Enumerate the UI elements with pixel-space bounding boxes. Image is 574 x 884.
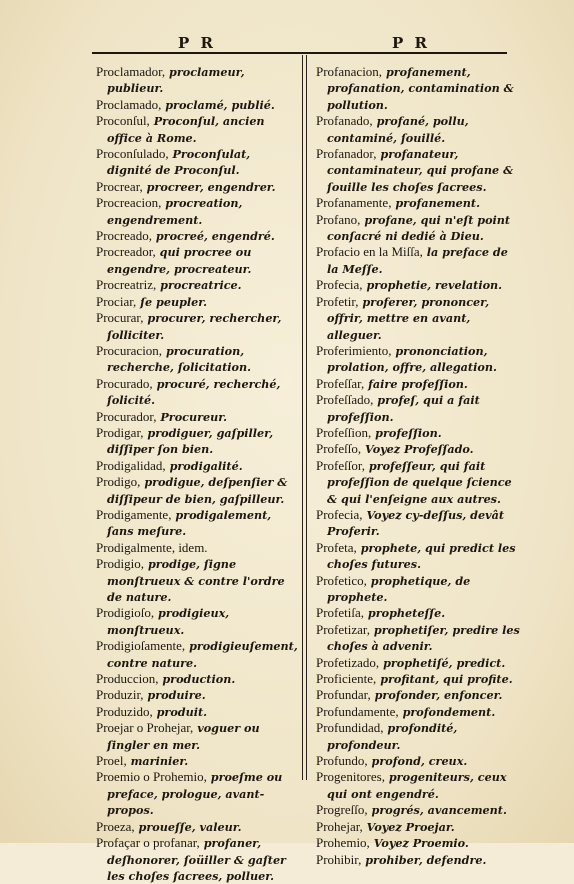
dictionary-entry [316,343,522,376]
entry-definition: qui procree ou engendre, procreateur. [107,245,252,276]
dictionary-entry [316,769,522,802]
entry-definition: proueſſe, valeur. [134,819,242,834]
entry-definition: voguer ou ſingler en mer. [107,721,260,752]
entry-definition: proeſme ou preface, prologue, avant-propos. [107,770,283,818]
entry-headword: Procreador, [96,244,156,260]
dictionary-entry [316,376,522,392]
entry-headword: Procreado, [96,228,152,244]
entry-definition: prononciation, prolation, offre, allegation. [327,343,497,375]
entry-headword: Profeſſor, [316,457,365,473]
dictionary-entry [96,769,298,818]
entry-headword: Progreſſo, [316,802,368,818]
dictionary-entry [96,835,298,884]
entry-definition: profané, pollu, contaminé, ſouillé. [327,114,469,145]
entry-definition: profitant, qui profite. [376,672,513,687]
entry-definition: progrés, avancement. [367,803,507,818]
entry-headword: Prohejar, [316,818,363,834]
entry-headword: Proclamador, [96,64,166,79]
entry-definition: prodigue, deſpenſier & diſſipeur de bien, gaſpilleur. [107,475,288,506]
entry-definition: Voyez Profeſſado. [361,442,474,457]
dictionary-entry [96,277,298,293]
entry-headword: Profacio en la Miſſa, [316,244,423,260]
dictionary-entry [316,835,522,851]
dictionary-entry [96,146,298,179]
dictionary-entry [316,655,522,671]
dictionary-entry [96,310,298,343]
entry-definition: profeſſion. [371,425,442,440]
entry-definition: propheteſſe. [364,606,446,621]
dictionary-entry [96,556,298,605]
entry-definition: profonder, enfoncer. [370,688,503,703]
entry-headword: Profanacion, [316,64,383,79]
dictionary-entry [316,819,522,835]
dictionary-entry [316,573,522,606]
entry-definition: prodige, ſigne monſtrueux & contre l'ordre de nature. [107,557,285,604]
dictionary-entry [96,179,298,195]
dictionary-entry [316,244,522,277]
entry-definition: prophetique, de prophete. [327,573,471,604]
entry-definition: procreé, engendré. [151,229,275,244]
entry-definition: faire profeſſion. [364,376,468,391]
dictionary-entry [96,113,298,146]
right-column [316,64,522,868]
dictionary-entry [96,819,298,835]
entry-definition: profanateur, contaminateur, qui profane & ſouille les choſes ſacrees. [327,147,514,194]
entry-definition: procurer, rechercher, ſolliciter. [107,311,282,342]
entry-headword: Profanamente, [316,195,392,211]
entry-definition: procreation, engendrement. [107,196,243,227]
entry-headword: Proel, [96,753,127,769]
entry-definition: prodigalité. [165,458,243,473]
entry-definition: proclameur, publieur. [107,65,245,96]
entry-headword: Procreatriz, [96,277,157,293]
entry-definition: profane, qui n'eſt point conſacré ni dedié à Dieu. [327,212,511,244]
dictionary-entry [316,212,522,245]
entry-definition: Proconſul, ancien office à Rome. [107,114,265,145]
entry-definition: profaner, deſhonorer, ſoüiller & gaſter les choſes ſacrees, polluer. [107,836,286,883]
dictionary-entry [316,277,522,293]
dictionary-entry [96,244,298,277]
dictionary-entry [96,605,298,638]
entry-headword: Prohibir, [316,851,362,867]
dictionary-entry [316,540,522,573]
entry-headword: Profetizar, [316,621,370,637]
entry-headword: Proemio o Prohemio, [96,769,207,785]
dictionary-entry [96,638,298,671]
left-column [96,64,298,884]
entry-headword: Profundidad, [316,720,384,736]
dictionary-entry [96,540,298,556]
dictionary-entry [96,228,298,244]
entry-definition: profeſ, qui a fait profeſſion. [327,393,480,424]
header-rule [92,52,507,54]
entry-definition: prodigieux, monſtrueux. [107,606,230,637]
entry-headword: Profeſſar, [316,375,365,391]
dictionary-entry [316,425,522,441]
entry-headword: Prodigo, [96,474,141,490]
entry-definition: prodigalement, ſans meſure. [107,507,272,539]
entry-definition: profondement. [398,704,496,719]
entry-headword: Profanador, [316,146,377,162]
dictionary-entry [316,458,522,507]
entry-headword: Prodigioſamente, [96,638,186,654]
entry-headword: Produzido, [96,703,153,719]
entry-headword: Proejar o Prohejar, [96,720,194,736]
entry-definition: profanement, profanation, contamination & pollution. [327,65,514,112]
entry-headword: Prohemio, [316,835,370,851]
entry-definition: profanement. [391,196,480,211]
entry-headword: Profaçar o profanar, [96,835,200,851]
running-head-right: P R [392,34,430,52]
dictionary-entry [316,802,522,818]
entry-definition: profeſſeur, qui fait profeſſion de quelque ſcience & qui l'enſeigne aux autres. [327,458,512,506]
entry-definition: prophetie, revelation. [362,278,503,293]
entry-headword: Profecia, [316,506,363,522]
dictionary-entry [316,671,522,687]
dictionary-entry [96,720,298,753]
dictionary-entry [316,704,522,720]
entry-definition: prohiber, defendre. [361,852,487,867]
entry-definition: Proconſulat, dignité de Proconſul. [107,147,251,178]
dictionary-entry [316,622,522,655]
entry-headword: Proferimiento, [316,342,392,358]
entry-definition: prophetiſé, predict. [379,655,506,670]
entry-headword: Profano, [316,211,361,227]
entry-definition: Voyez cy-deſſus, devât Proferir. [327,507,505,539]
entry-headword: Procurar, [96,310,144,326]
entry-headword: Profetir, [316,293,359,309]
entry-definition: proclamé, publié. [161,97,275,112]
entry-headword: Profetico, [316,572,367,588]
entry-headword: Prociar, [96,293,137,309]
entry-headword: Proconſul, [96,113,150,129]
entry-headword: Proclamado, [96,96,162,112]
entry-headword: Proeza, [96,818,135,834]
entry-definition: ſe peupler. [136,294,208,309]
entry-definition: la preface de la Meſſe. [327,245,508,276]
entry-headword: Procurado, [96,375,153,391]
entry-definition: marinier. [126,754,189,769]
entry-headword: Procreacion, [96,195,162,211]
entry-headword: Profecia, [316,277,363,293]
dictionary-entry [316,605,522,621]
dictionary-entry [316,113,522,146]
entry-headword: Prodigalidad, [96,457,166,473]
column-divider-inner [306,55,307,780]
entry-definition: procuration, recherche, ſolicitation. [107,343,251,375]
column-divider [302,55,303,780]
entry-headword: Profetizado, [316,654,380,670]
dictionary-entry [316,852,522,868]
dictionary-entry [316,507,522,540]
entry-definition: profondité, profondeur. [327,721,458,752]
dictionary-entry [316,64,522,113]
dictionary-entry [96,458,298,474]
entry-headword: Profundar, [316,687,371,703]
entry-headword: Proficiente, [316,671,377,687]
entry-headword: Progenitores, [316,769,385,785]
running-head-left: P R [178,34,216,52]
entry-headword: Profetiſa, [316,605,365,621]
entry-headword: Procurador, [96,408,157,424]
entry-definition: procreer, engendrer. [142,179,276,194]
entry-headword: Profeta, [316,539,357,555]
entry-headword: Prodigar, [96,424,144,440]
entry-headword: Profanado, [316,113,373,129]
dictionary-entry [96,343,298,376]
entry-definition: produire. [143,688,206,703]
dictionary-entry [96,704,298,720]
dictionary-entry [96,671,298,687]
dictionary-entry [96,425,298,458]
dictionary-entry [316,294,522,343]
entry-headword: Profeſſado, [316,392,374,408]
entry-definition: proferer, prononcer, offrir, mettre en avant, alleguer. [327,294,490,342]
entry-headword: Prodigalmente, idem. [96,539,208,555]
entry-definition: procuré, recherché, ſolicité. [107,376,281,408]
entry-headword: Profeſſo, [316,441,362,457]
dictionary-entry [96,97,298,113]
entry-definition: progeniteurs, ceux qui ont engendré. [327,770,507,801]
dictionary-entry [316,753,522,769]
dictionary-entry [96,64,298,97]
entry-headword: Produccion, [96,671,159,687]
dictionary-entry [316,720,522,753]
dictionary-entry [96,507,298,540]
entry-headword: Prodigio, [96,556,145,572]
entry-definition: prodiguer, gaſpiller, diſſiper ſon bien. [107,425,274,457]
dictionary-entry [96,376,298,409]
dictionary-entry [316,392,522,425]
entry-headword: Profundamente, [316,703,399,719]
entry-definition: Procureur. [156,409,228,424]
entry-headword: Prodigamente, [96,506,172,522]
entry-definition: Voyez Proejar. [362,819,455,834]
dictionary-entry [96,409,298,425]
entry-headword: Procrear, [96,178,143,194]
dictionary-entry [96,294,298,310]
entry-headword: Profundo, [316,753,368,769]
entry-definition: profond, creux. [367,754,468,769]
dictionary-entry [96,687,298,703]
dictionary-entry [96,474,298,507]
entry-definition: Voyez Proemio. [369,836,469,851]
dictionary-entry [316,195,522,211]
entry-definition: prodigieuſement, contre nature. [107,639,298,670]
entry-definition: prophete, qui predict les choſes futures. [327,540,516,572]
entry-definition: produit. [152,704,208,719]
entry-headword: Prodigioſo, [96,605,155,621]
dictionary-entry [316,146,522,195]
entry-definition: prophetiſer, predire les choſes à advenir. [327,622,520,654]
dictionary-entry [96,195,298,228]
entry-headword: Produzir, [96,687,144,703]
dictionary-entry [96,753,298,769]
entry-headword: Proconſulado, [96,146,169,162]
dictionary-entry [316,687,522,703]
entry-headword: Procuracion, [96,342,163,358]
entry-definition: production. [158,672,236,687]
entry-headword: Profeſſion, [316,424,372,440]
dictionary-entry [316,441,522,457]
entry-definition: procreatrice. [156,278,242,293]
